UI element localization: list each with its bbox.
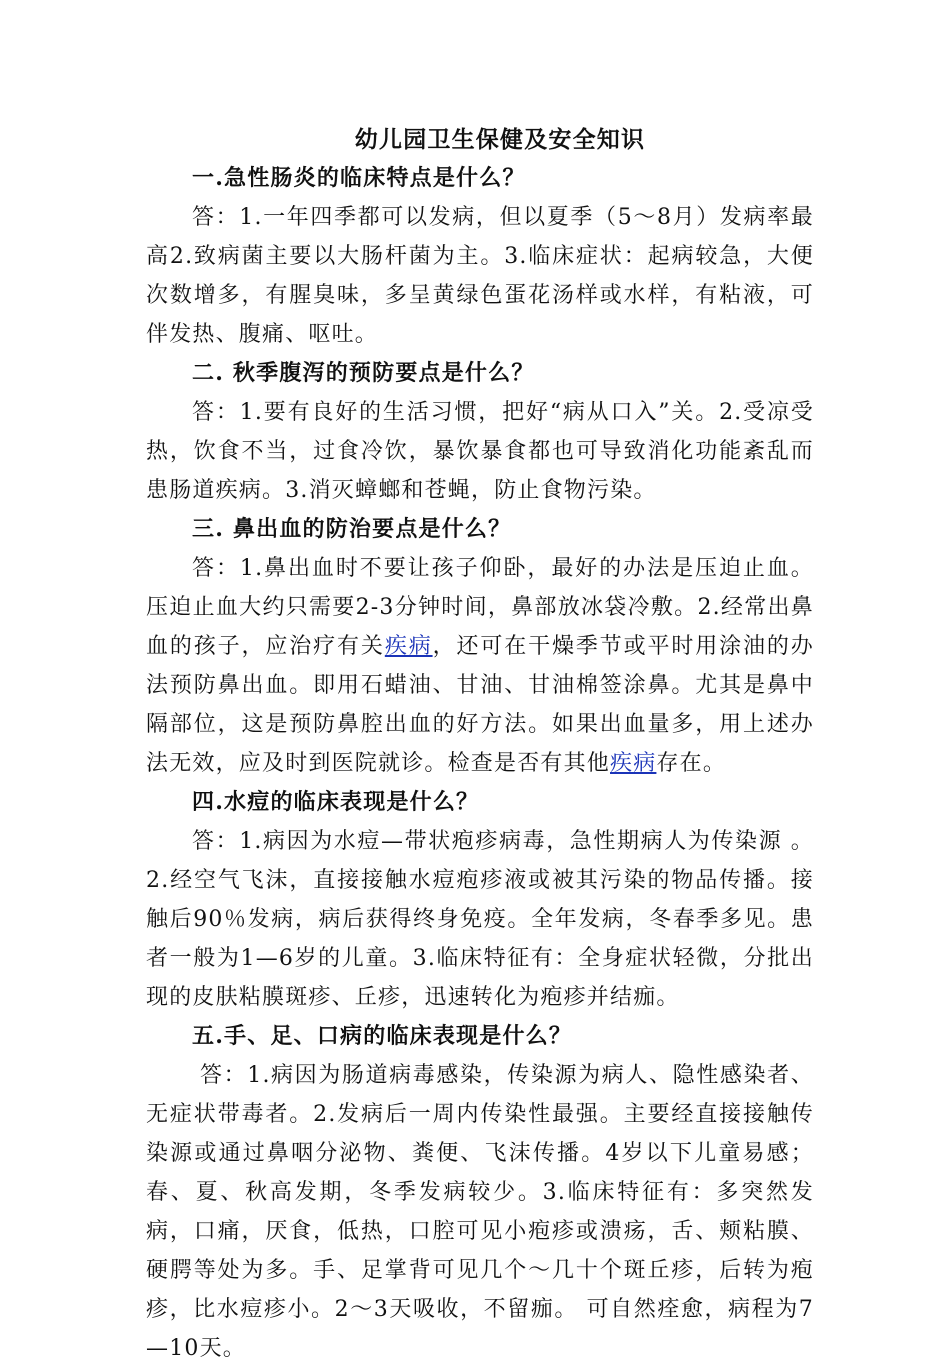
section-answer bbox=[146, 549, 814, 783]
disease-link[interactable]: 疾病 bbox=[384, 634, 433, 659]
section-autumn-diarrhea bbox=[146, 354, 814, 510]
section-answer: 答：1.要有良好的生活习惯，把好“病从口入”关。2.受凉受热，饮食不当，过食冷饮，暴饮暴食都也可导致消化功能紊乱而患肠道疾病。3.消灭蟑螂和苍蝇，防止食物污染。 bbox=[146, 400, 814, 503]
section-heading: 一.急性肠炎的临床特点是什么？ bbox=[192, 165, 526, 191]
section-hand-foot-mouth bbox=[146, 1017, 814, 1368]
section-answer: 答：1.病因为肠道病毒感染，传染源为病人、隐性感染者、无症状带毒者。2.发病后一周内传染性最强。主要经直接接触传染源或通过鼻咽分泌物、粪便、飞沫传播。4岁以下儿童易感；春、夏、秋高发期，冬季发病较少。3.临床特征有：多突然发病，口痛，厌食，低热，口腔可见小疱疹或溃疡，舌、颊粘膜、硬腭等处为多。手、足掌背可见几个～几十个斑丘疹，后转为疱疹，比水痘疹小。2～3天吸收，不留痂。 可自然痊愈，病程为7—10天。 bbox=[146, 1063, 814, 1361]
section-heading: 二. 秋季腹泻的预防要点是什么？ bbox=[192, 360, 535, 386]
answer-text: 存在。 bbox=[656, 751, 727, 776]
document-title: 幼儿园卫生保健及安全知识 bbox=[354, 126, 646, 153]
document-page bbox=[146, 120, 814, 1368]
answer-text: ，还可在干燥季节或平时用涂油的办法预防鼻出血。即用石蜡油、甘油、甘油棉签涂鼻。尤其是鼻中隔部位，这是预防鼻腔出血的好方法。如果出血量多，用上述办法无效，应及时到医院就诊。检查是否有其他 bbox=[146, 634, 814, 776]
section-chickenpox bbox=[146, 783, 814, 1017]
section-answer: 答：1.一年四季都可以发病，但以夏季（5～8月）发病率最高2.致病菌主要以大肠杆菌为主。3.临床症状：起病较急，大便次数增多，有腥臭味，多呈黄绿色蛋花汤样或水样，有粘液，可伴发热、腹痛、呕吐。 bbox=[146, 205, 814, 347]
disease-link[interactable]: 疾病 bbox=[610, 751, 657, 776]
section-heading: 三. 鼻出血的防治要点是什么？ bbox=[192, 516, 512, 542]
section-nosebleed bbox=[146, 510, 814, 783]
answer-text: 答：1.鼻出血时不要让孩子仰卧，最好的办法是压迫止血。压迫止血大约只需要2-3分钟时间，鼻部放冰袋冷敷。2.经常出鼻血的孩子，应治疗有关 bbox=[146, 556, 814, 659]
section-heading: 五.手、足、口病的临床表现是什么？ bbox=[192, 1023, 573, 1049]
section-answer: 答：1.病因为水痘—带状疱疹病毒，急性期病人为传染源 。2.经空气飞沫，直接接触水痘疱疹液或被其污染的物品传播。接触后90％发病，病后获得终身免疫。全年发病，冬春季多见。患者一般为1—6岁的儿童。3.临床特征有：全身症状轻微，分批出现的皮肤粘膜斑疹、丘疹，迅速转化为疱疹并结痂。 bbox=[146, 829, 814, 1010]
section-heading: 四.水痘的临床表现是什么？ bbox=[192, 789, 480, 815]
section-acute-enteritis bbox=[146, 159, 814, 354]
